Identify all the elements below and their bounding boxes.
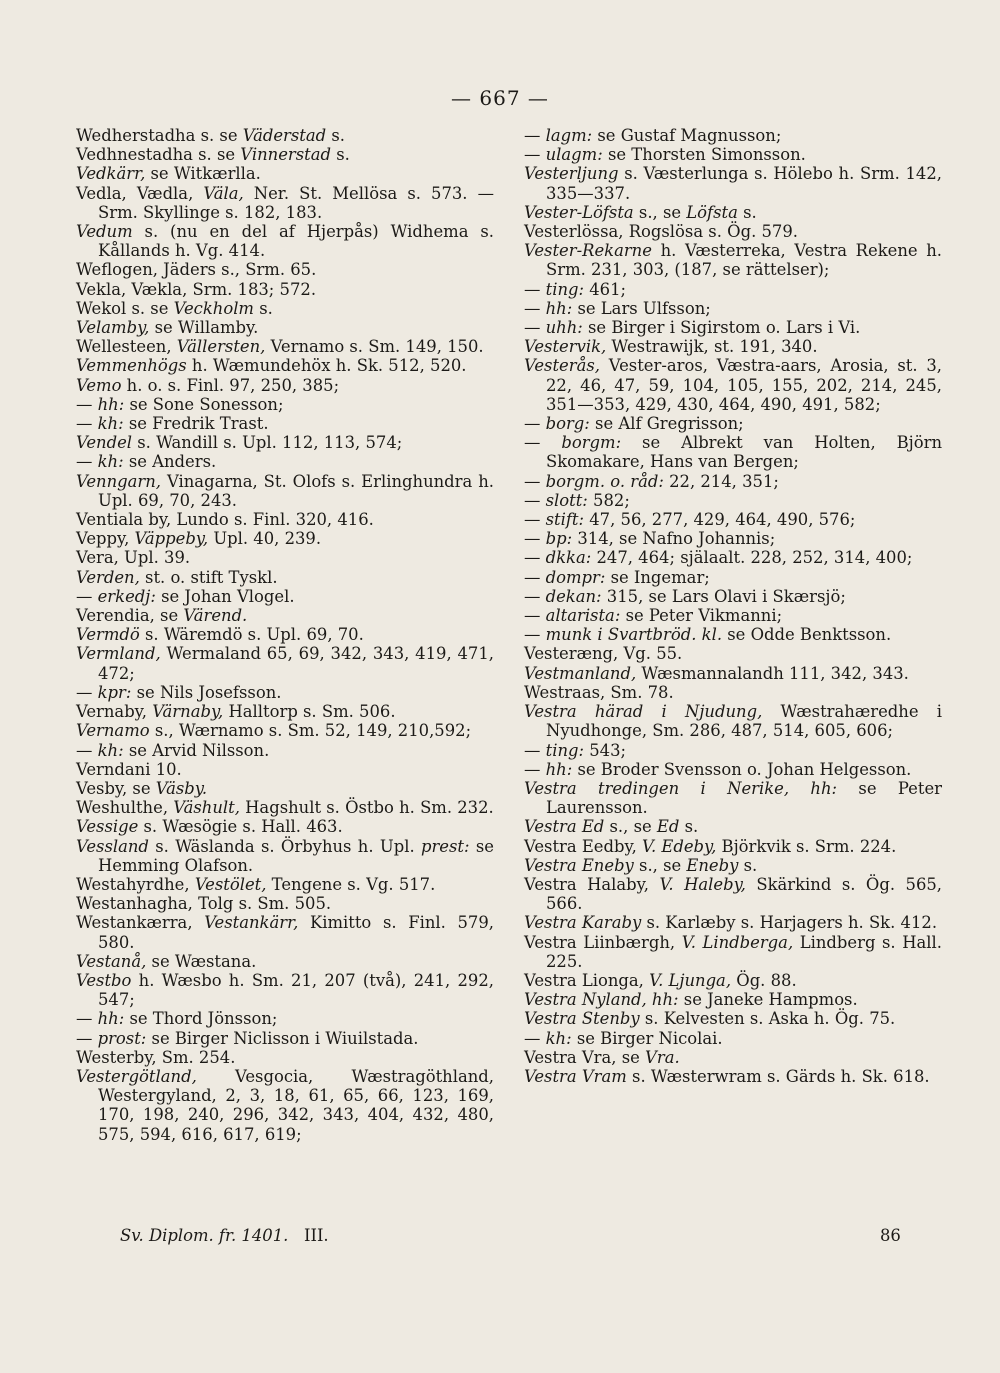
entry-italic-text: Eneby — [686, 855, 739, 875]
entry-italic-text: prost: — [97, 1028, 147, 1048]
entry-text: s., se — [633, 202, 687, 222]
entry-text: Vestra Halaby, — [524, 874, 660, 894]
entry-italic-text: Vinnerstad — [240, 145, 331, 165]
entry-italic-text: prest: — [420, 836, 470, 856]
index-entry — [524, 644, 942, 663]
entry-text: se Birger Nicolai. — [571, 1028, 723, 1048]
index-entry — [76, 299, 494, 318]
entry-text: Vernamo s. Sm. 149, 150. — [265, 337, 484, 357]
entry-text: Kimitto s. Finl. 579, 580. — [98, 913, 494, 952]
entry-text: Wæsmannalandh 111, 342, 343. — [636, 663, 909, 683]
entry-italic-text: Väsby. — [155, 778, 208, 798]
index-entry — [76, 683, 494, 702]
entry-text: s. Væsterlunga s. Hölebo h. Srm. 142, 335—337. — [546, 164, 942, 203]
entry-italic-text: Vestra Vram — [524, 1066, 627, 1086]
entry-italic-text: Väppeby, — [134, 529, 209, 549]
entry-text: — — [76, 586, 98, 606]
entry-text: s. — [738, 855, 758, 875]
index-entry — [76, 260, 494, 279]
entry-italic-text: Vedum — [76, 222, 133, 242]
index-entry — [76, 548, 494, 567]
entry-italic-text: kpr: — [97, 682, 132, 702]
entry-italic-text: V. Edeby, — [642, 836, 717, 856]
index-entry — [524, 491, 942, 510]
entry-text: Vernaby, — [76, 702, 153, 722]
index-entry — [524, 702, 942, 740]
index-entry — [76, 510, 494, 529]
entry-text: se Wæstana. — [146, 951, 257, 971]
entry-italic-text: Vestankärr, — [204, 913, 299, 933]
index-entry — [76, 222, 494, 260]
entry-italic-text: Vedkärr, — [76, 164, 146, 184]
entry-text: Wæstrahæredhe i Nyudhonge, Sm. 286, 487, 514, 605, 606; — [546, 702, 942, 741]
entry-text: st. o. stift Tyskl. — [139, 567, 278, 587]
entry-text: — — [524, 625, 546, 645]
index-entry — [76, 1048, 494, 1067]
entry-text: se Albrekt van Holten, Björn Skomakare, Hans van Bergen; — [546, 433, 942, 472]
entry-italic-text: Vestanå, — [76, 951, 147, 971]
entry-text: Vestra Liinbærgh, — [524, 932, 682, 952]
index-entry — [76, 894, 494, 913]
entry-text: Verendia, se — [76, 606, 184, 626]
index-entry — [76, 913, 494, 951]
entry-text: Vedla, Vædla, — [76, 183, 204, 203]
index-entry — [524, 1067, 942, 1086]
entry-italic-text: kh: — [97, 452, 124, 472]
entry-italic-text: stift: — [545, 510, 585, 530]
entry-italic-text: Vestra Eneby — [524, 855, 634, 875]
index-entry — [524, 606, 942, 625]
entry-text: — — [76, 414, 98, 434]
index-entry — [524, 529, 942, 548]
entry-italic-text: Verden, — [76, 567, 140, 587]
index-entry — [76, 568, 494, 587]
entry-italic-text: Vemo — [76, 375, 122, 395]
index-entry — [524, 971, 942, 990]
entry-text: se Broder Svensson o. Johan Helgesson. — [572, 759, 912, 779]
entry-italic-text: Vestra härad i Njudung, — [524, 702, 763, 722]
entry-text: s., se — [604, 817, 657, 837]
entry-italic-text: hh: — [545, 759, 573, 779]
index-column-left — [76, 126, 494, 1144]
entry-italic-text: Väshult, — [173, 798, 240, 818]
entry-text: se Hemming Olafson. — [98, 836, 494, 875]
entry-text: se Anders. — [123, 452, 217, 472]
entry-text: h. Væsterreka, Vestra Rekene h. Srm. 231, 303, (187, se rättelser); — [546, 241, 942, 280]
entry-text: 22, 214, 351; — [663, 471, 779, 491]
entry-italic-text: erkedj: — [97, 586, 156, 606]
entry-text: Weshulthe, — [76, 798, 174, 818]
entry-text: — — [76, 1009, 98, 1029]
entry-text: Vera, Upl. 39. — [76, 548, 191, 568]
entry-text: se Arvid Nilsson. — [123, 740, 270, 760]
entry-text: h. Wæmundehöx h. Sk. 512, 520. — [186, 356, 467, 376]
entry-text: — — [524, 529, 546, 549]
index-entry — [76, 625, 494, 644]
index-entry — [524, 472, 942, 491]
index-entry — [76, 1009, 494, 1028]
index-entry — [524, 837, 942, 856]
entry-italic-text: Vestbo — [76, 970, 132, 990]
entry-text: — — [524, 759, 546, 779]
entry-text: Vester-aros, Væstra-aars, Arosia, st. 3, 22, 46, 47, 59, 104, 105, 155, 202, 214, 245, 351—353, 429, 430, 464, 490, 491, 582; — [546, 356, 942, 414]
footer-volume: III. — [304, 1226, 329, 1245]
entry-text: h. o. s. Finl. 97, 250, 385; — [121, 375, 340, 395]
index-entry — [76, 414, 494, 433]
entry-text: s. Karlæby s. Harjagers h. Sk. 412. — [641, 913, 938, 933]
entry-text: Ner. St. Mellösa s. 573. — Srm. Skyllinge s. 182, 183. — [98, 183, 494, 222]
index-entry — [524, 280, 942, 299]
entry-text: se Birger i Sigirstom o. Lars i Vi. — [582, 318, 861, 338]
entry-text: Westraas, Sm. 78. — [524, 682, 674, 702]
index-entry — [524, 203, 942, 222]
entry-text: — — [524, 586, 546, 606]
index-entry — [524, 433, 942, 471]
entry-text: Wermaland 65, 69, 342, 343, 419, 471, 472; — [98, 644, 494, 683]
entry-text: Skärkind s. Ög. 565, 566. — [546, 874, 943, 914]
column-gutter — [511, 126, 512, 1216]
entry-text: h. Wæsbo h. Sm. 21, 207 (två), 241, 292, 547; — [98, 970, 494, 1010]
entry-text: s. — [679, 817, 699, 837]
entry-italic-text: Värnaby, — [152, 702, 224, 722]
entry-text: — — [524, 126, 546, 145]
index-entry — [76, 356, 494, 375]
index-entry — [524, 222, 942, 241]
entry-text: se Willamby. — [149, 318, 259, 338]
entry-italic-text: Vermdö — [76, 625, 140, 645]
entry-italic-text: Vestölet, — [194, 874, 267, 894]
entry-italic-text: ting: — [545, 279, 585, 299]
entry-text: s. Wäremdö s. Upl. 69, 70. — [139, 625, 364, 645]
entry-text: — — [524, 433, 562, 453]
entry-text: 247, 464; själaalt. 228, 252, 314, 400; — [591, 548, 913, 568]
index-entry — [524, 548, 942, 567]
index-entry — [524, 510, 942, 529]
entry-text: se Janeke Hampmos. — [678, 990, 858, 1010]
index-entry — [76, 145, 494, 164]
index-entry — [524, 779, 942, 817]
index-entry — [76, 875, 494, 894]
entry-text: Ög. 88. — [731, 970, 797, 990]
entry-text: Weflogen, Jäders s., Srm. 65. — [76, 260, 317, 280]
entry-italic-text: Vestervik, — [524, 337, 607, 357]
index-entry — [524, 299, 942, 318]
index-entry — [524, 990, 942, 1009]
index-entry — [76, 606, 494, 625]
entry-text: 543; — [584, 740, 627, 760]
index-entry — [76, 318, 494, 337]
entry-italic-text: Vestra tredingen i Nerike, hh: — [524, 778, 838, 798]
entry-text: se Lars Ulfsson; — [572, 298, 711, 318]
index-entry — [524, 664, 942, 683]
entry-text: — — [76, 1028, 98, 1048]
entry-italic-text: Vestmanland, — [524, 663, 637, 683]
index-entry — [524, 933, 942, 971]
entry-italic-text: bp: — [545, 529, 573, 549]
index-entry — [524, 1048, 942, 1067]
page-number: — 667 — — [451, 86, 549, 110]
entry-text: Vinagarna, St. Olofs s. Erlinghundra h. Upl. 69, 70, 243. — [98, 471, 494, 510]
entry-italic-text: Vendel — [76, 433, 133, 453]
index-entry — [524, 817, 942, 836]
entry-italic-text: Vällersten, — [176, 337, 266, 357]
entry-text: s. Wæsögie s. Hall. 463. — [138, 817, 343, 837]
entry-italic-text: lagm: — [545, 126, 593, 145]
entry-text: — — [524, 414, 546, 434]
entry-text: Westerby, Sm. 254. — [76, 1047, 236, 1067]
entry-text: 461; — [584, 279, 627, 299]
entry-italic-text: Vesterås, — [524, 356, 600, 376]
entry-text: Wedherstadha s. se — [76, 126, 243, 145]
entry-text: Vesgocia, Wæstragöthland, Westergyland, 2, 3, 18, 61, 65, 66, 123, 169, 170, 198, 240, 296, 342, 343, 404, 432, 480, 575, 594, 616, 617, 619; — [98, 1066, 494, 1144]
entry-text: s. Kelvesten s. Aska h. Ög. 75. — [639, 1009, 896, 1029]
entry-text: — — [524, 510, 546, 530]
entry-text: s. — [331, 145, 350, 165]
entry-text: se Fredrik Trast. — [123, 414, 269, 434]
index-entry — [524, 414, 942, 433]
entry-italic-text: kh: — [545, 1028, 572, 1048]
index-entry — [524, 625, 942, 644]
entry-text: s. Wæsterwram s. Gärds h. Sk. 618. — [626, 1066, 930, 1086]
index-entry — [524, 337, 942, 356]
entry-italic-text: borgm. o. råd: — [545, 471, 664, 491]
entry-italic-text: Löfsta — [686, 202, 738, 222]
index-entry — [524, 760, 942, 779]
index-entry — [76, 817, 494, 836]
entry-italic-text: Vra. — [645, 1047, 680, 1067]
entry-text: Wellesteen, — [76, 337, 177, 357]
entry-italic-text: borg: — [545, 414, 590, 434]
footer-signature — [120, 1226, 329, 1245]
entry-text: s. — [737, 202, 757, 222]
entry-text: Westahyrdhe, — [76, 874, 195, 894]
entry-text: — — [524, 145, 546, 165]
index-entry — [76, 1029, 494, 1048]
entry-italic-text: Venngarn, — [76, 471, 162, 491]
entry-text: se Gustaf Magnusson; — [592, 126, 782, 145]
entry-text: se Peter Laurensson. — [546, 778, 942, 818]
index-entry — [76, 798, 494, 817]
entry-text: s. (nu en del af Hjerpås) Widhema s. Kållands h. Vg. 414. — [98, 222, 494, 261]
entry-text: s. — [253, 298, 273, 318]
entry-text: Lindberg s. Hall. 225. — [546, 932, 942, 971]
entry-text: se Thorsten Simonsson. — [602, 145, 806, 165]
index-entry — [524, 568, 942, 587]
index-entry — [76, 837, 494, 875]
entry-text: Wekol s. se — [76, 298, 174, 318]
entry-italic-text: hh: — [97, 1009, 125, 1029]
entry-italic-text: dkka: — [545, 548, 592, 568]
entry-italic-text: slott: — [545, 490, 588, 510]
entry-text: Vestra Lionga, — [524, 970, 650, 990]
entry-text: se Peter Vikmanni; — [620, 606, 783, 626]
entry-text: se Witkærlla. — [145, 164, 261, 184]
index-entry — [524, 875, 942, 913]
index-entry — [76, 472, 494, 510]
entry-text: Vestra Vra, se — [524, 1047, 646, 1067]
entry-italic-text: munk i Svartbröd. kl. — [545, 625, 723, 645]
index-entry — [76, 280, 494, 299]
entry-text: 315, se Lars Olavi i Skærsjö; — [601, 586, 846, 606]
entry-italic-text: hh: — [97, 394, 125, 414]
entry-italic-text: kh: — [97, 740, 124, 760]
entry-text: Vestra Eedby, — [524, 836, 642, 856]
entry-text: Ventiala by, Lundo s. Finl. 320, 416. — [76, 510, 374, 530]
entry-italic-text: uhh: — [545, 318, 583, 338]
entry-italic-text: Vestra Stenby — [524, 1009, 640, 1029]
entry-italic-text: ting: — [545, 740, 585, 760]
index-entry — [524, 1009, 942, 1028]
entry-text: — — [76, 682, 98, 702]
entry-italic-text: Vestra Karaby — [524, 913, 642, 933]
entry-text: Björkvik s. Srm. 224. — [716, 836, 897, 856]
index-entry — [76, 126, 494, 145]
entry-italic-text: Velamby, — [76, 318, 150, 338]
entry-italic-text: Vestergötland, — [76, 1066, 197, 1086]
entry-text: se Ingemar; — [605, 567, 710, 587]
entry-italic-text: Vernamo — [76, 721, 150, 741]
entry-text: — — [524, 318, 546, 338]
entry-text: se Johan Vlogel. — [155, 586, 295, 606]
entry-text: — — [524, 1028, 546, 1048]
entry-text: Westankærra, — [76, 913, 205, 933]
index-entry — [524, 683, 942, 702]
index-entry — [76, 702, 494, 721]
entry-text: — — [524, 567, 546, 587]
entry-text: Vedhnestadha s. se — [76, 145, 241, 165]
index-entry — [524, 145, 942, 164]
index-entry — [76, 529, 494, 548]
index-entry — [524, 356, 942, 414]
index-entry — [76, 644, 494, 682]
index-entry — [76, 184, 494, 222]
index-entry — [524, 126, 942, 145]
index-entry — [524, 741, 942, 760]
entry-text: — — [524, 740, 546, 760]
entry-text: se Odde Benktsson. — [722, 625, 892, 645]
entry-text: Vesterlössa, Rogslösa s. Ög. 579. — [524, 222, 798, 242]
entry-italic-text: V. Haleby, — [659, 874, 746, 894]
index-entry — [76, 376, 494, 395]
entry-text: — — [524, 471, 546, 491]
entry-italic-text: borgm: — [561, 433, 622, 453]
entry-text: 47, 56, 277, 429, 464, 490, 576; — [584, 510, 856, 530]
entry-italic-text: Vessland — [76, 836, 149, 856]
index-entry — [524, 913, 942, 932]
entry-text: Vesby, se — [76, 778, 156, 798]
entry-text: s., se — [633, 855, 687, 875]
entry-text: Verndani 10. — [76, 759, 182, 779]
index-entry — [76, 779, 494, 798]
entry-text: — — [524, 490, 546, 510]
entry-text: Upl. 40, 239. — [208, 529, 322, 549]
index-entry — [76, 741, 494, 760]
entry-text: — — [76, 394, 98, 414]
entry-italic-text: hh: — [545, 298, 573, 318]
entry-italic-text: Vester-Rekarne — [524, 241, 652, 261]
entry-text: — — [524, 279, 546, 299]
index-entry — [524, 1029, 942, 1048]
entry-text: — — [524, 548, 546, 568]
entry-text: s., Wærnamo s. Sm. 52, 149, 210,592; — [149, 721, 472, 741]
entry-text: Halltorp s. Sm. 506. — [223, 702, 396, 722]
index-entry — [524, 587, 942, 606]
entry-text: se Alf Gregrisson; — [589, 414, 744, 434]
index-entry — [76, 452, 494, 471]
entry-italic-text: Vestra Nyland, hh: — [524, 990, 679, 1010]
index-entry — [76, 337, 494, 356]
entry-text: s. Wäslanda s. Örbyhus h. Upl. — [148, 836, 421, 856]
entry-italic-text: Vessige — [76, 817, 139, 837]
entry-text: Westrawijk, st. 191, 340. — [606, 337, 818, 357]
entry-text: se Nils Josefsson. — [131, 682, 282, 702]
index-entry — [76, 760, 494, 779]
index-entry — [524, 318, 942, 337]
entry-text: se Sone Sonesson; — [124, 394, 284, 414]
entry-text: s. Wandill s. Upl. 112, 113, 574; — [132, 433, 403, 453]
entry-italic-text: Värend. — [183, 606, 248, 626]
entry-italic-text: V. Ljunga, — [649, 970, 732, 990]
entry-text: — — [76, 740, 98, 760]
index-column-right — [524, 126, 942, 1086]
entry-italic-text: Väla, — [203, 183, 244, 203]
entry-italic-text: Veckholm — [173, 298, 254, 318]
index-entry — [76, 1067, 494, 1144]
entry-text: — — [524, 606, 546, 626]
index-entry — [76, 721, 494, 740]
entry-text: 314, se Nafno Johannis; — [572, 529, 776, 549]
footer-source: Sv. Diplom. fr. 1401. — [120, 1226, 289, 1245]
entry-italic-text: Väderstad — [242, 126, 327, 145]
index-entry — [524, 164, 942, 202]
entry-italic-text: Ed — [656, 817, 680, 837]
entry-italic-text: dompr: — [545, 567, 606, 587]
entry-italic-text: Vemmenhögs — [76, 356, 187, 376]
index-entry — [76, 164, 494, 183]
entry-text: Veppy, — [76, 529, 135, 549]
entry-text: Westanhagha, Tolg s. Sm. 505. — [76, 894, 332, 914]
index-entry — [524, 241, 942, 279]
entry-text: s. — [326, 126, 345, 145]
entry-italic-text: dekan: — [545, 586, 602, 606]
entry-text: Tengene s. Vg. 517. — [266, 874, 436, 894]
index-entry — [76, 952, 494, 971]
footer-sheet-number: 86 — [880, 1226, 901, 1245]
entry-italic-text: Vester-Löfsta — [524, 202, 634, 222]
index-entry — [76, 971, 494, 1009]
entry-text: 582; — [587, 490, 630, 510]
entry-text: se Thord Jönsson; — [124, 1009, 278, 1029]
entry-italic-text: V. Lindberga, — [681, 932, 794, 952]
entry-text: — — [524, 298, 546, 318]
entry-italic-text: Vesterljung — [524, 164, 619, 184]
entry-text: Vekla, Vækla, Srm. 183; 572. — [76, 279, 317, 299]
entry-italic-text: ulagm: — [545, 145, 603, 165]
entry-italic-text: Vestra Ed — [524, 817, 605, 837]
index-entry — [76, 587, 494, 606]
entry-text: se Birger Niclisson i Wiuilstada. — [146, 1028, 419, 1048]
index-entry — [76, 395, 494, 414]
entry-text: Hagshult s. Östbo h. Sm. 232. — [239, 798, 494, 818]
index-entry — [76, 433, 494, 452]
entry-text: — — [76, 452, 98, 472]
index-entry — [524, 856, 942, 875]
entry-italic-text: altarista: — [545, 606, 621, 626]
entry-italic-text: Vermland, — [76, 644, 161, 664]
entry-italic-text: kh: — [97, 414, 124, 434]
entry-text: Vesteræng, Vg. 55. — [524, 644, 683, 664]
